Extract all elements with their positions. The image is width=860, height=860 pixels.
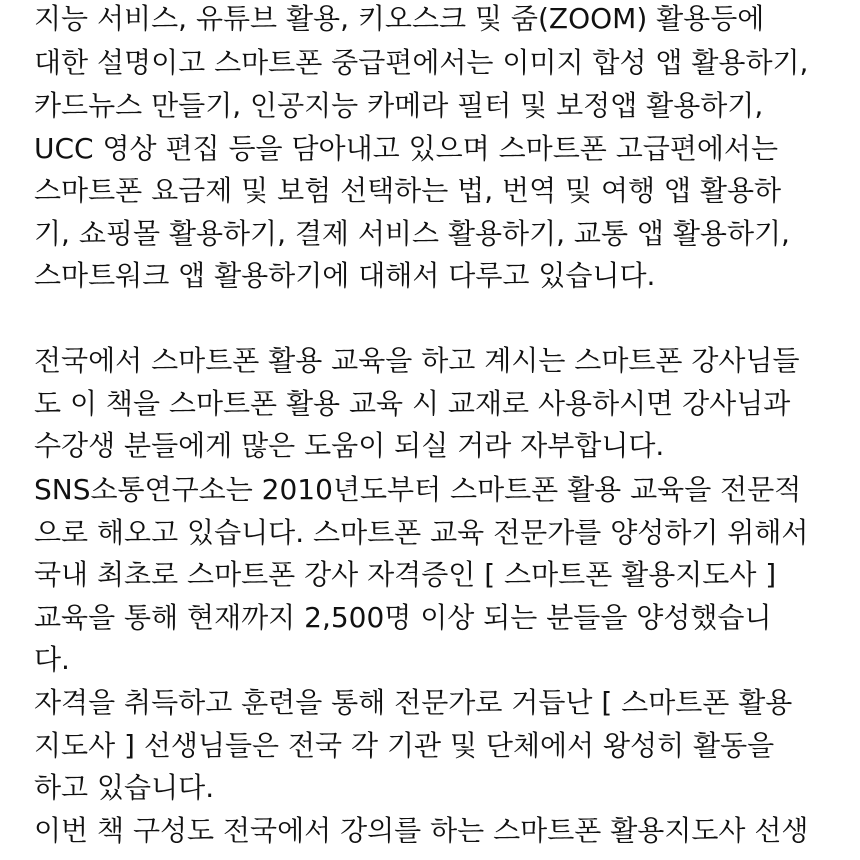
paragraph-1-line-4: UCC 영상 편집 등을 담아내고 있으며 스마트폰 고급편에서는	[34, 132, 779, 165]
paragraph-1-line-7: 스마트워크 앱 활용하기에 대해서 다루고 있습니다.	[34, 259, 656, 292]
paragraph-1-line-1: 지능 서비스, 유튜브 활용, 키오스크 및 줌(ZOOM) 활용등에	[34, 2, 765, 35]
paragraph-1-line-2: 대한 설명이고 스마트폰 중급편에서는 이미지 합성 앱 활용하기,	[34, 46, 809, 79]
paragraph-1-line-3: 카드뉴스 만들기, 인공지능 카메라 필터 및 보정앱 활용하기,	[34, 89, 764, 122]
paragraph-2-line-1: 전국에서 스마트폰 활용 교육을 하고 계시는 스마트폰 강사님들	[34, 344, 800, 377]
paragraph-3-line-5: 다.	[34, 643, 70, 676]
paragraph-4-line-3: 하고 있습니다.	[34, 771, 215, 804]
paragraph-2-line-3: 수강생 분들에게 많은 도움이 되실 거라 자부합니다.	[34, 429, 665, 462]
paragraph-3-line-3: 국내 최초로 스마트폰 강사 자격증인 [ 스마트폰 활용지도사 ]	[34, 558, 777, 591]
paragraph-1-line-5: 스마트폰 요금제 및 보험 선택하는 법, 번역 및 여행 앱 활용하	[34, 174, 782, 207]
paragraph-4-line-2: 지도사 ] 선생님들은 전국 각 기관 및 단체에서 왕성히 활동을	[34, 729, 775, 762]
paragraph-5-line-1: 이번 책 구성도 전국에서 강의를 하는 스마트폰 활용지도사 선생	[34, 814, 809, 847]
paragraph-4-line-1: 자격을 취득하고 훈련을 통해 전문가로 거듭난 [ 스마트폰 활용	[34, 686, 793, 719]
paragraph-3-line-1: SNS소통연구소는 2010년도부터 스마트폰 활용 교육을 전문적	[34, 473, 802, 506]
paragraph-1-line-6: 기, 쇼핑몰 활용하기, 결제 서비스 활용하기, 교통 앱 활용하기,	[34, 217, 790, 250]
paragraph-3-line-4: 교육을 통해 현재까지 2,500명 이상 되는 분들을 양성했습니	[34, 601, 772, 634]
paragraph-2-line-2: 도 이 책을 스마트폰 활용 교육 시 교재로 사용하시면 강사님과	[34, 387, 791, 420]
paragraph-3-line-2: 으로 해오고 있습니다. 스마트폰 교육 전문가를 양성하기 위해서	[34, 516, 809, 549]
